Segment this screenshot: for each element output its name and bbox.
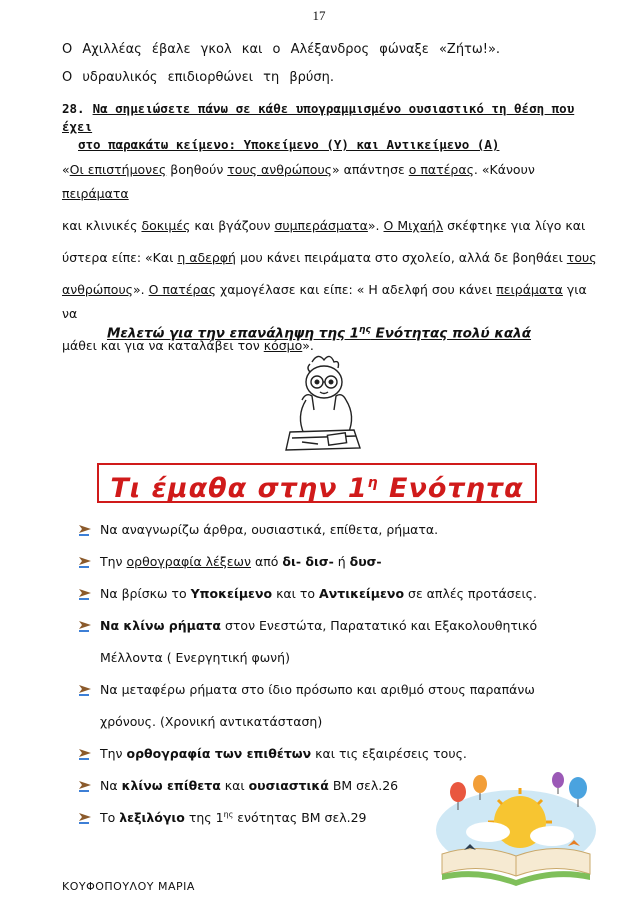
list-item: Να κλίνω ρήματα στον Ενεστώτα, Παρατατικό και Εξακολουθητικό <box>78 618 537 633</box>
paragraph-line-1: «Οι επιστήμονες βοηθούν τους ανθρώπους» απάντησε ο πατέρας. «Κάνουν πειράματα <box>62 162 535 201</box>
list-item: Να μεταφέρω ρήματα στο ίδιο πρόσωπο και αριθμό στους παραπάνω <box>78 682 535 697</box>
learned-banner: Τι έμαθα στην $1^\eta$ Ενότητα <box>97 463 537 503</box>
sentence-2: Ο υδραυλικός επιδιορθώνει τη βρύση. <box>62 70 335 85</box>
underlined-noun: κόσμο <box>263 338 303 353</box>
list-item: Το λεξιλόγιο της $1^{\eta\varsigma}$ ενότητας ΒΜ σελ.29 <box>78 810 367 825</box>
bullet-arrow-icon <box>78 778 92 792</box>
list-item-continuation: χρόνους. (Χρονική αντικατάσταση) <box>100 714 323 729</box>
paragraph-line-4: ανθρώπους». Ο πατέρας χαμογέλασε και είπε: « Η αδελφή σου κάνει πειράματα για να <box>62 282 587 321</box>
underlined-noun: ο πατέρας <box>408 162 474 177</box>
bullet-arrow-icon <box>78 810 92 824</box>
paragraph-line-5: μάθει και για να καταλάβει τον κόσμο». <box>62 338 314 353</box>
bullet-arrow-icon <box>78 682 92 696</box>
section-heading: Μελετώ για την επανάληψη της $1^{\eta\varsigma}$ Ενότητας πολύ καλά <box>106 325 532 342</box>
task-line-1: Να σημειώσετε πάνω σε κάθε υπογραμμισμένο ουσιαστικό τη θέση που έχει <box>62 101 575 134</box>
underlined-noun: τους ανθρώπους <box>227 162 333 177</box>
list-item: Την ορθογραφία λέξεων από δι- δισ- ή δυσ- <box>78 554 382 569</box>
underlined-noun: πειράματα <box>62 186 129 201</box>
paragraph-line-2: και κλινικές δοκιμές και βγάζουν συμπεράσματα». Ο Μιχαήλ σκέφτηκε για λίγο και <box>62 218 586 233</box>
underlined-noun: η αδερφή <box>177 250 236 265</box>
sentence-1: Ο Αχιλλέας έβαλε γκολ και ο Αλέξανδρος φώναξε «Ζήτω!». <box>62 42 501 57</box>
page-number: 17 <box>312 8 326 23</box>
task-number: 28. <box>62 101 85 116</box>
underlined-noun: Ο Μιχαήλ <box>383 218 444 233</box>
task-28 <box>62 100 602 154</box>
list-item: Να βρίσκω το Υποκείμενο και το Αντικείμενο σε απλές προτάσεις. <box>78 586 537 601</box>
list-item: Την ορθογραφία των επιθέτων και τις εξαιρέσεις τους. <box>78 746 467 761</box>
open-book-illustration <box>428 770 604 888</box>
bullet-arrow-icon <box>78 554 92 568</box>
bullet-arrow-icon <box>78 586 92 600</box>
underlined-noun: συμπεράσματα <box>274 218 368 233</box>
bullet-arrow-icon <box>78 618 92 632</box>
author-footer: ΚΟΥΦΟΠΟΥΛΟΥ ΜΑΡΙΑ <box>62 880 195 893</box>
underlined-noun: πειράματα <box>496 282 563 297</box>
thinking-student-icon <box>282 350 364 454</box>
underlined-noun: τους <box>566 250 597 265</box>
bullet-arrow-icon <box>78 746 92 760</box>
underlined-noun: ανθρώπους <box>62 282 134 297</box>
bullet-arrow-icon <box>78 522 92 536</box>
list-item-continuation: Μέλλοντα ( Ενεργητική φωνή) <box>100 650 290 665</box>
task-line-2: στο παρακάτω κείμενο: Υποκείμενο (Υ) και Αντικείμενο (Α) <box>78 137 500 152</box>
underlined-noun: Ο πατέρας <box>148 282 216 297</box>
list-item: Να αναγνωρίζω άρθρα, ουσιαστικά, επίθετα, ρήματα. <box>78 522 438 537</box>
underlined-noun: δοκιμές <box>141 218 191 233</box>
paragraph-line-3: ύστερα είπε: «Και η αδερφή μου κάνει πειράματα στο σχολείο, αλλά δε βοηθάει τους <box>62 250 597 265</box>
underlined-noun: Οι επιστήμονες <box>69 162 167 177</box>
list-item: Να κλίνω επίθετα και ουσιαστικά ΒΜ σελ.26 <box>78 778 398 793</box>
